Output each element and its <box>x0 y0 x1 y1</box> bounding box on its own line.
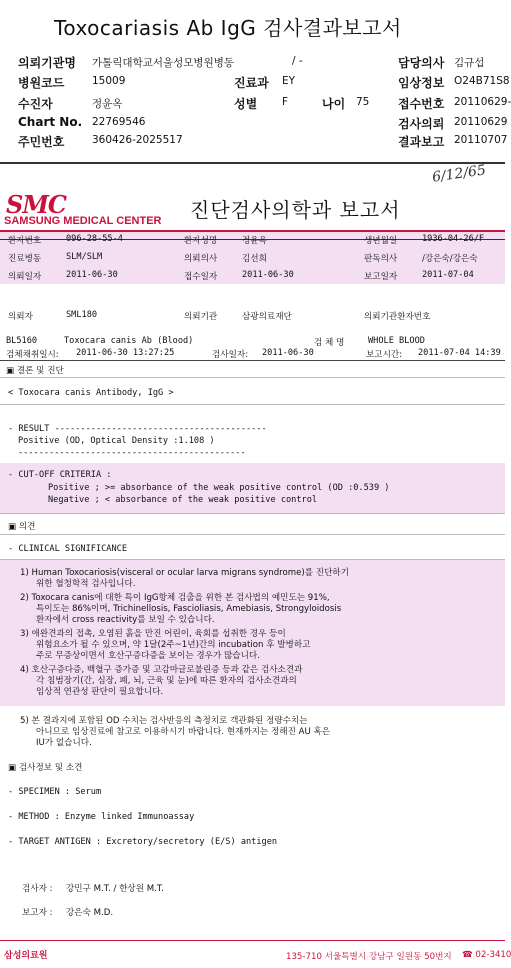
note-2-line-1: 2) Toxocara canis에 대한 특이 IgG항체 검출을 위한 본 검사법의 예민도는 91%, <box>20 593 330 603</box>
cutoff-header: - CUT-OFF CRITERIA : <box>8 470 112 480</box>
note-5-line-3: IU가 없습니다. <box>36 738 92 748</box>
note-4-line-1: 4) 호산구증다증, 백혈구 증가증 및 고감마글로불린증 등과 같은 검사소견과 <box>20 665 303 675</box>
value-collect-time: 2011-06-30 13:27:25 <box>76 348 175 358</box>
value-testers: 강민구 M.T. / 한상원 M.T. <box>66 884 164 894</box>
test-name: Toxocara canis Ab (Blood) <box>64 336 194 346</box>
label-receipt-no: 접수번호 <box>398 97 445 111</box>
result-rule: -------------------------------------------- <box>18 448 246 458</box>
value-specimen-name: WHOLE BLOOD <box>368 336 425 346</box>
method-line: - METHOD : Enzyme linked Immunoassay <box>8 812 195 822</box>
note-5-line-2: 아니므로 임상진료에 참고로 이용하시기 바랍니다. 현재까지는 정해진 AU 혹은 <box>36 727 331 737</box>
label-age: 나이 <box>322 97 346 111</box>
label-requesting-org: 의뢰기관명 <box>18 56 76 70</box>
value-patient-no: 096-28-55-4 <box>66 234 123 244</box>
footer-phone: ☎ 02-3410 <box>462 950 511 960</box>
label-report-time: 보고시간: <box>366 350 403 360</box>
label-test-request: 검사의뢰 <box>398 117 445 131</box>
note-3-line-2: 위험요소가 될 수 있으며, 약 1달(2주~1년)간의 incubation 후 발병하고 <box>36 640 311 650</box>
handwritten-signature: 6/12/65 <box>431 162 487 186</box>
value-reader: /강은숙/강은숙 <box>422 254 478 264</box>
label-specimen-name: 검 체 명 <box>314 338 345 348</box>
label-dept: 진료병동 <box>8 254 42 264</box>
label-clinical-info: 임상정보 <box>398 76 445 90</box>
value-patient: 정윤옥 <box>92 98 123 110</box>
label-req-doctor: 의뢰의사 <box>184 254 218 264</box>
label-test-date: 검사일자: <box>212 350 249 360</box>
label-patient: 수진자 <box>18 97 53 111</box>
note-1-line-2: 위한 혈청학적 검사입니다. <box>36 579 136 589</box>
value-dept: SLM/SLM <box>66 252 103 262</box>
result-header <box>0 0 511 162</box>
divider <box>0 513 505 514</box>
divider <box>0 360 505 361</box>
specimen-line: - SPECIMEN : Serum <box>8 787 102 797</box>
result-header: - RESULT ----------------------------------------- <box>8 424 267 434</box>
label-chart-no: Chart No. <box>18 115 83 129</box>
value-report-time: 2011-07-04 14:39 <box>418 348 501 358</box>
section-test-info: ▣ 검사정보 및 소견 <box>8 763 83 773</box>
value-hospital-code: 15009 <box>92 75 126 87</box>
divider <box>0 404 505 405</box>
cutoff-positive: Positive ; >= absorbance of the weak positive control (OD :0.539 ) <box>48 483 390 493</box>
label-org-patient-no: 의뢰기관환자번호 <box>364 312 431 322</box>
value-ward: / - <box>292 55 303 67</box>
value-sex: F <box>282 96 289 108</box>
label-receipt-date: 접수일자 <box>184 272 218 282</box>
value-requester: SML180 <box>66 310 98 320</box>
label-requester: 의뢰자 <box>8 312 33 322</box>
label-tester: 검사자 : <box>22 884 53 894</box>
divider <box>0 377 505 378</box>
label-reader: 판독의사 <box>364 254 398 264</box>
divider <box>0 534 505 535</box>
value-age: 75 <box>356 96 370 108</box>
label-request-org: 의뢰기관 <box>184 312 218 322</box>
value-department: EY <box>282 75 296 87</box>
value-request-date: 2011-06-30 <box>66 270 118 280</box>
value-report-date: 2011-07-04 <box>422 270 474 280</box>
value-physician: 김규섭 <box>454 57 485 69</box>
label-resident-no: 주민번호 <box>18 135 65 149</box>
label-collect-time: 검체채취일시: <box>6 350 59 360</box>
test-code: BL5160 <box>6 336 38 346</box>
value-requesting-org: 가톨릭대학교서울성모병원병동 <box>92 57 235 69</box>
label-physician: 담당의사 <box>398 56 445 70</box>
label-reporter: 보고자 : <box>22 908 53 918</box>
clinical-significance: - CLINICAL SIGNIFICANCE <box>8 544 127 554</box>
antibody-title: < Toxocara canis Antibody, IgG > <box>8 388 174 398</box>
value-request-org: 삼광의료재단 <box>242 312 292 322</box>
note-4-line-3: 임상적 연관성 판단이 필요합니다. <box>36 687 164 697</box>
samsung-medical-center-logo-text: SAMSUNG MEDICAL CENTER <box>4 215 162 227</box>
note-3-line-3: 주로 무증상이면서 호산구증다증을 보이는 경우가 많습니다. <box>36 651 260 661</box>
value-patient-name: 정윤옥 <box>242 236 267 246</box>
label-hospital-code: 병원코드 <box>18 76 65 90</box>
note-4-line-2: 각 침범장기(간, 심장, 폐, 뇌, 근육 및 눈)에 따른 환자의 검사소견과의 <box>36 676 297 686</box>
label-sex: 성별 <box>234 97 258 111</box>
value-dob: 1936-04-26/F <box>422 234 485 244</box>
label-patient-no: 환자번호 <box>8 236 42 246</box>
value-receipt-date: 2011-06-30 <box>242 270 294 280</box>
value-clinical-info: O24B71S8 <box>454 75 510 87</box>
footer-org: 삼성의료원 <box>4 951 48 961</box>
footer-divider <box>0 940 505 941</box>
note-2-line-3: 환자에서 cross reactivity를 보일 수 있습니다. <box>36 615 215 625</box>
label-patient-name: 환자성명 <box>184 236 218 246</box>
target-antigen-line: - TARGET ANTIGEN : Excretory/secretory (E/S) antigen <box>8 837 278 847</box>
label-department: 진료과 <box>234 76 269 90</box>
lab-report-title: 진단검사의학과 보고서 <box>190 198 401 222</box>
label-request-date: 의뢰일자 <box>8 272 42 282</box>
label-result-report: 결과보고 <box>398 135 445 149</box>
section-conclusion: ▣ 결론 및 진단 <box>6 366 64 376</box>
value-receipt-no: 20110629- <box>454 96 511 108</box>
value-result-report: 20110707 <box>454 134 508 146</box>
cutoff-negative: Negative ; < absorbance of the weak positive control <box>48 495 318 505</box>
note-2-line-2: 특이도는 86%이며, Trichinellosis, Fascioliasis, Amebiasis, Strongyloidosis <box>36 604 342 614</box>
value-reporter: 강은숙 M.D. <box>66 908 114 918</box>
result-value: Positive (OD, Optical Density :1.108 ) <box>18 436 215 446</box>
value-test-request: 20110629 <box>454 116 508 128</box>
value-req-doctor: 김선희 <box>242 254 267 264</box>
label-dob: 생년월일 <box>364 236 398 246</box>
note-1-line-1: 1) Human Toxocariosis(visceral or ocular larva migrans syndrome)를 진단하기 <box>20 568 350 578</box>
label-report-date: 보고일자 <box>364 272 398 282</box>
smc-logo: SMC <box>6 190 66 219</box>
lab-report <box>0 162 511 968</box>
footer-address: 135-710 서울특별시 강남구 일원동 50번지 <box>286 952 452 962</box>
value-resident-no: 360426-2025517 <box>92 134 183 146</box>
value-chart-no: 22769546 <box>92 116 146 128</box>
section-opinion: ▣ 의견 <box>8 522 36 532</box>
note-3-line-1: 3) 애완견과의 접촉, 오염된 흙을 만진 어린이, 육회를 섭취한 경우 등이 <box>20 629 286 639</box>
note-5-line-1: 5) 본 결과지에 포함된 OD 수치는 검사반응의 측정치로 객관화된 정량수치는 <box>20 716 308 726</box>
report-title: Toxocariasis Ab IgG 검사결과보고서 <box>54 16 402 40</box>
value-test-date: 2011-06-30 <box>262 348 314 358</box>
